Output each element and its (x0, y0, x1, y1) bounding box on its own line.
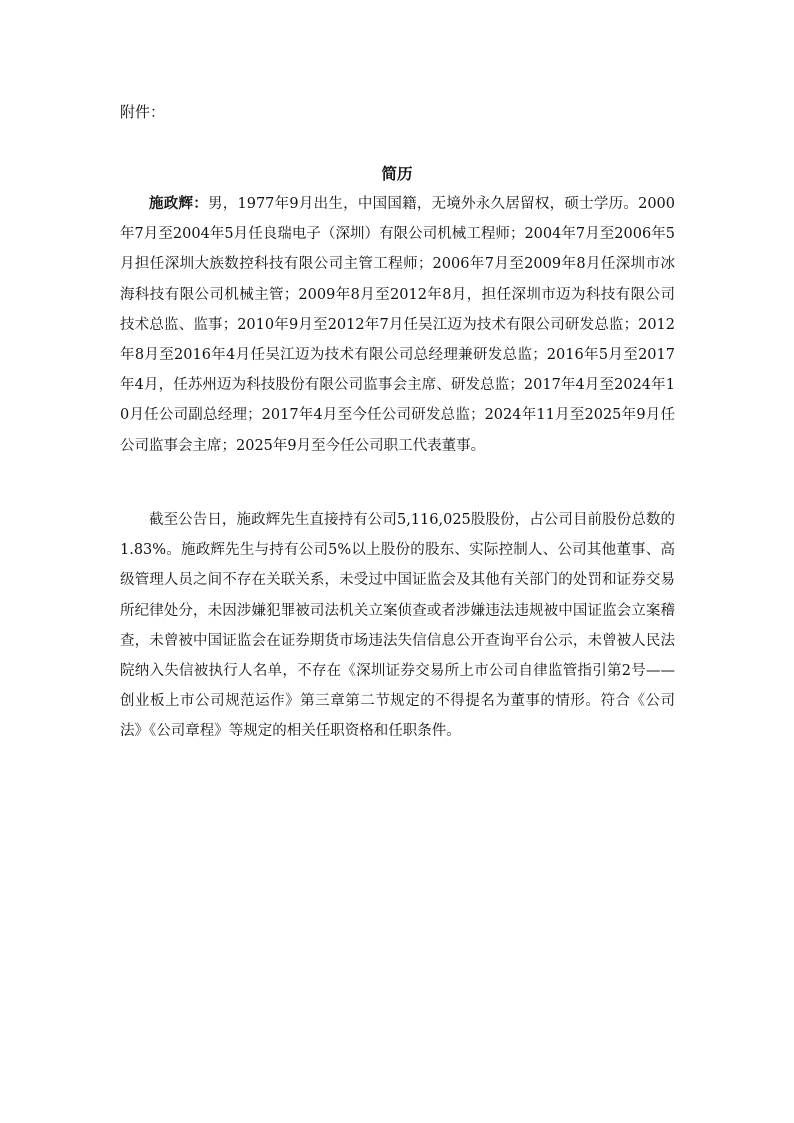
page-title: 简历 (381, 164, 413, 183)
attachment-label: 附件： (120, 103, 166, 121)
resume-paragraph-shareholding: 截至公告日，施政辉先生直接持有公司5,116,025股股份，占公司目前股份总数的1.83%。施政辉先生与持有公司5%以上股份的股东、实际控制人、公司其他董事、高级管理人员之间不存在关联关系，未受过中国证监会及其他有关部门的处罚和证券交易所纪律处分，未因涉嫌犯罪被司法机关立案侦查或者涉嫌违法违规被中国证监会立案稽查，未曾被中国证监会在证券期货市场违法失信信息公开查询平台公示，未曾被人民法院纳入失信被执行人名单，不存在《深圳证券交易所上市公司自律监管指引第2号——创业板上市公司规范运作》第三章第二节规定的不得提名为董事的情形。符合《公司法》《公司章程》等规定的相关任职资格和任职条件。 (120, 512, 675, 740)
person-name-colon: ： (193, 195, 208, 212)
career-history-text: 男，1977年9月出生，中国国籍，无境外永久居留权，硕士学历。2000年7月至2004年5月任良瑞电子（深圳）有限公司机械工程师；2004年7月至2006年5月担任深圳大族数控科技有限公司主管工程师；2006年7月至2009年8月任深圳市冰海科技有限公司机械主管；2009年8月至2012年8月，担任深圳市迈为科技有限公司技术总监、监事；2010年9月至2012年7月任吴江迈为技术有限公司研发总监；2012年8月至2016年4月任吴江迈为技术有限公司总经理兼研发总监；2016年5月至2017年4月，任苏州迈为科技股份有限公司监事会主席、研发总监；2017年4月至2024年10月任公司副总经理；2017年4月至今任公司研发总监；2024年11月至2025年9月任公司监事会主席；2025年9月至今任公司职工代表董事。 (120, 196, 675, 454)
resume-paragraph-career (120, 189, 675, 461)
person-name: 施政辉 (149, 195, 194, 212)
